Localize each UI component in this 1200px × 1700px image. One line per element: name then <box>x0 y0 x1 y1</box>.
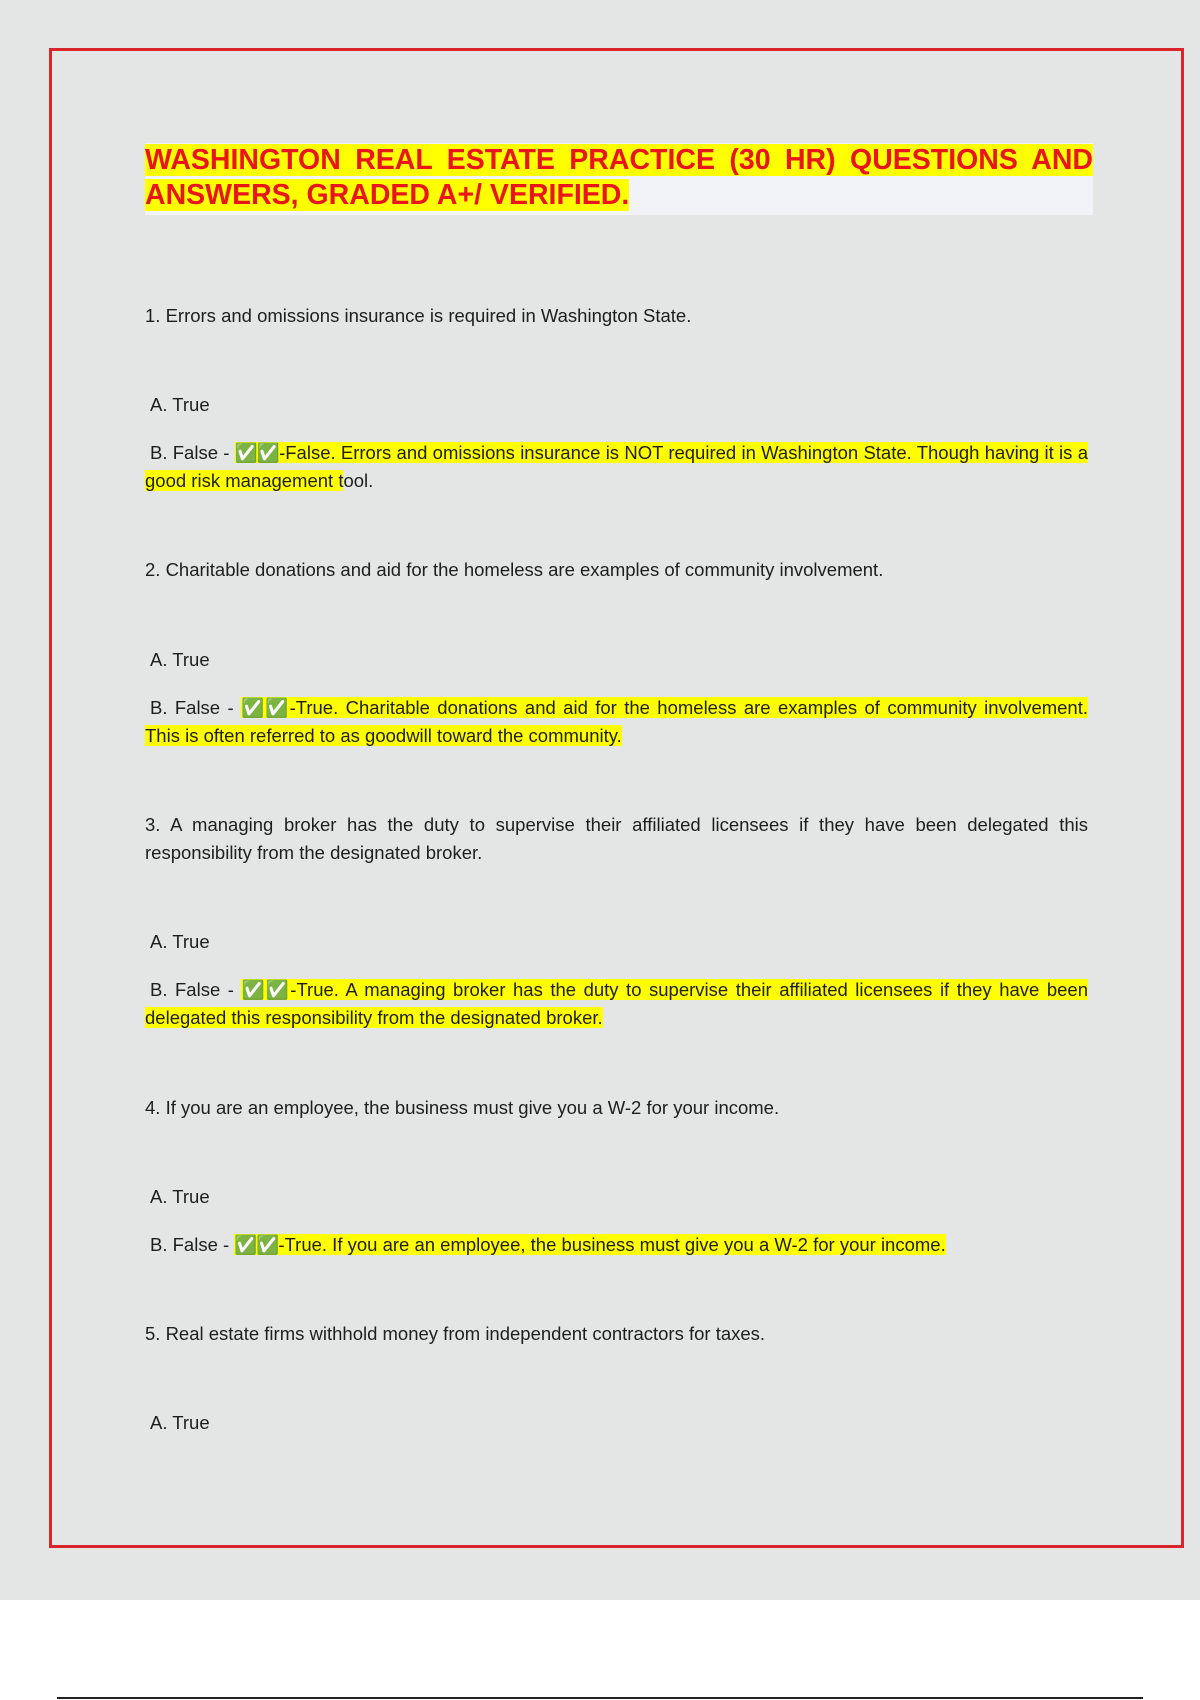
double-check-icon: ✅✅ <box>234 1234 279 1255</box>
answer-highlight <box>145 697 1088 746</box>
option-b-label: B. False - <box>150 1234 230 1255</box>
question-4: 4. If you are an employee, the business must give you a W-2 for your income. <box>145 1097 780 1118</box>
question-3-option-b <box>145 976 1088 1032</box>
double-check-icon: ✅✅ <box>241 979 291 1000</box>
answer-text: -False. Errors and omissions insurance is NOT required in Washington State. Though having it is a good risk management t <box>145 442 1088 491</box>
double-check-icon: ✅✅ <box>234 442 280 463</box>
question-2-option-b <box>145 694 1088 750</box>
question-1: 1. Errors and omissions insurance is required in Washington State. <box>145 305 692 326</box>
answer-highlight <box>145 442 1088 491</box>
double-check-icon: ✅✅ <box>241 697 290 718</box>
question-4-option-b <box>145 1231 1088 1259</box>
question-5-option-a: A. True <box>150 1412 210 1433</box>
document-title <box>145 143 1093 213</box>
question-3: 3. A managing broker has the duty to supervise their affiliated licensees if they have been delegated this responsibility from the designated broker. <box>145 814 1088 863</box>
answer-highlight <box>234 1234 945 1255</box>
title-highlight: WASHINGTON REAL ESTATE PRACTICE (30 HR) QUESTIONS AND ANSWERS, GRADED A+/ VERIFIED. <box>145 144 1093 211</box>
footer-divider <box>57 1697 1143 1699</box>
question-4-option-a: A. True <box>150 1186 210 1207</box>
question-2-option-a: A. True <box>150 649 210 670</box>
question-2: 2. Charitable donations and aid for the homeless are examples of community involvement. <box>145 559 884 580</box>
option-b-label: B. False - <box>150 697 234 718</box>
option-b-label: B. False - <box>150 979 234 1000</box>
question-1-option-b <box>145 439 1088 495</box>
answer-text-tail: ool. <box>343 470 374 491</box>
question-3-option-a: A. True <box>150 931 210 952</box>
answer-text: -True. Charitable donations and aid for the homeless are examples of community involvement. This is often referred to as goodwill toward the community. <box>145 697 1088 746</box>
answer-text: -True. A managing broker has the duty to supervise their affiliated licensees if they have been delegated this responsibility from the designated broker. <box>145 979 1088 1028</box>
question-1-option-a: A. True <box>150 394 210 415</box>
answer-text: -True. If you are an employee, the business must give you a W-2 for your income. <box>278 1234 946 1255</box>
option-b-label: B. False - <box>150 442 230 463</box>
question-5: 5. Real estate firms withhold money from independent contractors for taxes. <box>145 1323 766 1344</box>
answer-highlight <box>145 979 1088 1028</box>
